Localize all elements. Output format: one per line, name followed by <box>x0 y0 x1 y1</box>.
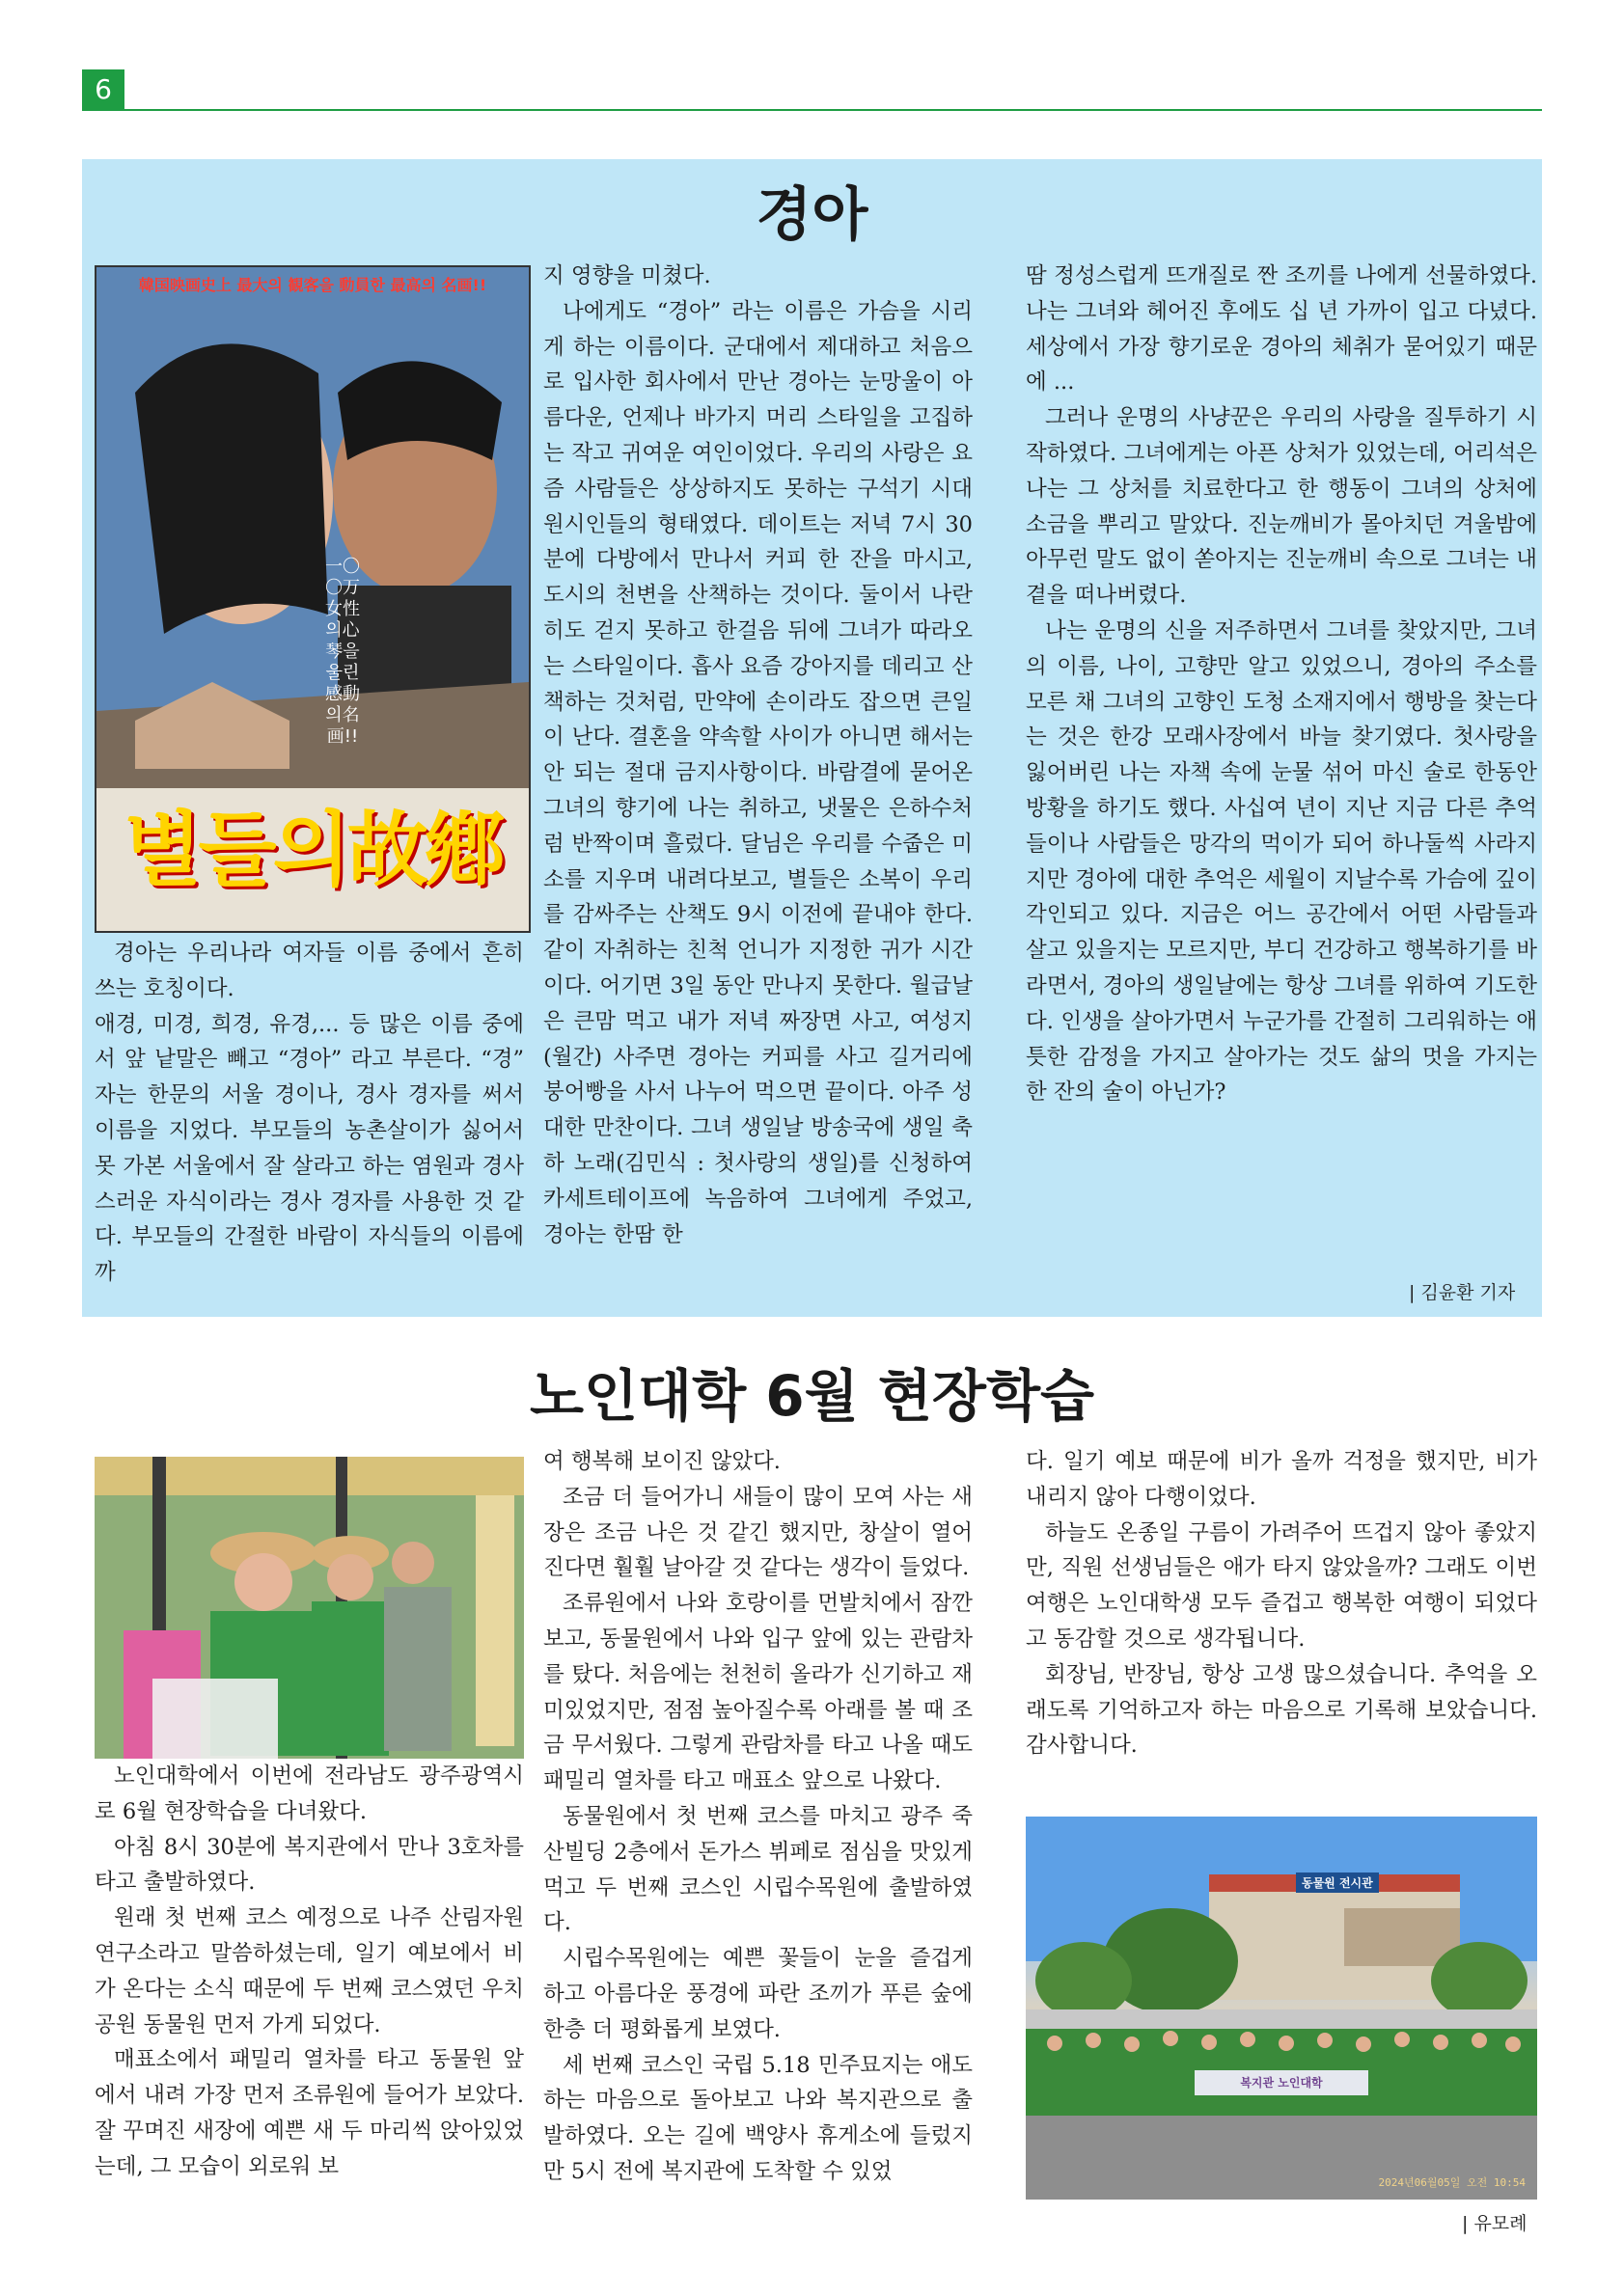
article2-column-2 <box>543 1444 973 2190</box>
header-rule <box>82 109 1542 111</box>
paragraph: 여 행복해 보이진 않았다. <box>543 1449 781 1474</box>
paragraph: 그러나 운명의 사냥꾼은 우리의 사랑을 질투하기 시작하였다. 그녀에게는 아픈 상처가 있었는데, 어리석은 나는 그 상처를 치료한다고 한 행동이 그녀의 상처에 소금을 뿌리고 말았다. 진눈깨비가 몰아치던 겨울밤에 아무런 말도 없이 쏟아지는 진눈깨비 속으로 그녀는 내 곁을 떠나버렸다. <box>1026 405 1537 609</box>
paragraph: 회장님, 반장님, 항상 고생 많으셨습니다. 추억을 오래도록 기억하고자 하는 마음으로 기록해 보았습니다. 감사합니다. <box>1026 1661 1537 1759</box>
paragraph: 시립수목원에는 예쁜 꽃들이 눈을 즐겁게 하고 아름다운 풍경에 파란 조끼가 푸른 숲에 한층 더 평화롭게 보였다. <box>543 1946 973 2042</box>
article2-column-3 <box>1026 1444 1537 1763</box>
paragraph: 경아는 우리나라 여자들 이름 중에서 흔히 쓰는 호칭이다. <box>95 941 524 1001</box>
field-trip-photo-train <box>95 1457 524 1759</box>
paragraph: 아침 8시 30분에 복지관에서 만나 3호차를 타고 출발하였다. <box>95 1834 524 1896</box>
article1-column-2 <box>543 259 973 1252</box>
photo-art <box>95 1457 524 1759</box>
paragraph: 조류원에서 나와 호랑이를 먼발치에서 잠깐 보고, 동물원에서 나와 입구 앞에 있는 관람차를 탔다. 처음에는 천천히 올라가 신기하고 재미있었지만, 점점 높아질수록 아래를 볼 때 조금 무서웠다. 그렇게 관람차를 타고 나올 때도 패밀리 열차를 타고 매표소 앞으로 나왔다. <box>543 1591 973 1794</box>
paragraph: 노인대학에서 이번에 전라남도 광주광역시로 6월 현장학습을 다녀왔다. <box>95 1763 524 1824</box>
photo-art <box>1026 1817 1537 2200</box>
paragraph: 하늘도 온종일 구름이 가려주어 뜨겁지 않아 좋았지만, 직원 선생님들은 애가 타지 않았을까? 그래도 이번 여행은 노인대학생 모두 즐겁고 행복한 여행이 되었다고 동감할 것으로 생각됩니다. <box>1026 1519 1537 1652</box>
paragraph: 세 번째 코스인 국립 5.18 민주묘지는 애도하는 마음으로 돌아보고 나와 복지관으로 출발하였다. 오는 길에 백양사 휴게소에 들렀지만 5시 전에 복지관에 도착할 수 있었 <box>543 2052 973 2184</box>
paragraph: 나에게도 “경아” 라는 이름은 가슴을 시리게 하는 이름이다. 군대에서 제대하고 처음으로 입사한 회사에서 만난 경아는 눈망울이 아름다운, 언제나 바가지 머리 스타일을 고집하는 작고 귀여운 여인이었다. 우리의 사랑은 요즘 사람들은 상상하지도 못하는 구석기 시대 원시인들의 형태였다. 데이트는 저녁 7시 30분에 다방에서 만나서 커피 한 잔을 마시고, 도시의 천변을 산책하는 것이다. 둘이서 나란히도 걷지 못하고 한걸음 뒤에 그녀가 따라오는 스타일이다. 흡사 요즘 강아지를 데리고 산책하는 것처럼, 만약에 손이라도 잡으면 큰일이 난다. 결혼을 약속할 사이가 아니면 해서는 안 되는 절대 금지사항이다. 바람결에 묻어온 그녀의 향기에 나는 취하고, 냇물은 은하수처럼 반짝이며 흘렀다. 달님은 우리를 수줍은 미소를 지우며 내려다보고, 별들은 소복이 우리를 감싸주는 산책도 9시 이전에 끝내야 한다. 같이 자취하는 친척 언니가 지정한 귀가 시간이다. 어기면 3일 동안 만나지 못한다. 월급날은 큰맘 먹고 내가 저녁 짜장면 사고, 여성지(월간) 사주면 경아는 커피를 사고 길거리에 붕어빵을 사서 나누어 먹으면 끝이다. 아주 성대한 만찬이다. 그녀 생일날 방송국에 생일 축하 노래(김민식 : 첫사랑의 생일)를 신청하여 카세트테이프에 녹음하여 그녀에게 주었고, 경아는 한땀 한 <box>543 298 973 1247</box>
paragraph: 땀 정성스럽게 뜨개질로 짠 조끼를 나에게 선물하였다. 나는 그녀와 헤어진 후에도 십 년 가까이 입고 다녔다. 세상에서 가장 향기로운 경아의 체취가 묻어있기 때문에 ... <box>1026 263 1537 396</box>
paragraph: 지 영향을 미쳤다. <box>543 263 711 288</box>
photo-timestamp: 2024년06월05일 오전 10:54 <box>1378 2176 1526 2189</box>
paragraph: 다. 일기 예보 때문에 비가 올까 걱정을 했지만, 비가 내리지 않아 다행이었다. <box>1026 1449 1537 1510</box>
building-sign: 동물원 전시관 <box>1296 1872 1379 1893</box>
group-banner: 복지관 노인대학 <box>1195 2070 1368 2095</box>
paragraph: 매표소에서 패밀리 열차를 타고 동물원 앞에서 내려 가장 먼저 조류원에 들어가 보았다. 잘 꾸며진 새장에 예쁜 새 두 마리씩 앉아있었는데, 그 모습이 외로워 보 <box>95 2047 524 2179</box>
poster-title: 별들의故鄕 <box>124 802 502 897</box>
article-title: 경아 <box>756 181 868 249</box>
paragraph: 애경, 미경, 희경, 유경,... 등 많은 이름 중에서 앞 낱말은 빼고 “경아” 라고 부른다. “경” 자는 한문의 서울 경이나, 경사 경자를 써서 이름을 지었다. 부모들의 농촌살이가 싫어서 못 가본 서울에서 잘 살라고 하는 염원과 경사스러운 자식이라는 경사 경자를 사용한 것 같다. 부모들의 간절한 바람이 자식들의 이름에까 <box>95 1011 524 1286</box>
article2-column-1 <box>95 1759 524 2185</box>
poster-tagline: 韓国映画史上 最大의 観客을 動員한 最高의 名画!! <box>138 276 487 294</box>
paragraph: 조금 더 들어가니 새들이 많이 모여 사는 새장은 조금 나은 것 같긴 했지만, 창살이 열어진다면 훨훨 날아갈 것 같다는 생각이 들었다. <box>543 1484 973 1581</box>
article2-byline: | 유모례 <box>1462 2213 1528 2234</box>
page-number: 6 <box>82 69 124 110</box>
article1-column-1 <box>95 936 524 1291</box>
movie-poster <box>95 265 531 933</box>
article1-column-3 <box>1026 259 1537 1110</box>
paragraph: 동물원에서 첫 번째 코스를 마치고 광주 죽산빌딩 2층에서 돈가스 뷔페로 점심을 맛있게 먹고 두 번째 코스인 시립수목원에 출발하였다. <box>543 1803 973 1936</box>
poster-side-text: 一〇〇万女性의心琴을울린感動의名画!! <box>325 557 360 747</box>
paragraph: 나는 운명의 신을 저주하면서 그녀를 찾았지만, 그녀의 이름, 나이, 고향만 알고 있었으니, 경아의 주소를 모른 채 그녀의 고향인 도청 소재지에서 행방을 찾는다는 것은 한강 모래사장에서 바늘 찾기였다. 첫사랑을 잃어버린 나는 자책 속에 눈물 섞어 마신 술로 한동안 방황을 하기도 했다. 사십여 년이 지난 지금 다른 추억들이나 사람들은 망각의 먹이가 되어 하나둘씩 사라지지만 경아에 대한 추억은 세월이 지날수록 가슴에 깊이 각인되고 있다. 지금은 어느 공간에서 어떤 사람들과 살고 있을지는 모르지만, 부디 건강하고 행복하기를 바라면서, 경아의 생일날에는 항상 그녀를 위하여 기도한다. 인생을 살아가면서 누군가를 간절히 그리워하는 애틋한 감정을 가지고 살아가는 것도 삶의 멋을 가지는 한 잔의 술이 아닌가? <box>1026 617 1537 1106</box>
article1-byline: | 김윤환 기자 <box>1409 1282 1516 1303</box>
article-title: 노인대학 6월 현장학습 <box>530 1363 1094 1429</box>
field-trip-group-photo <box>1026 1817 1537 2200</box>
paragraph: 원래 첫 번째 코스 예정으로 나주 산림자원연구소라고 말씀하셨는데, 일기 예보에서 비가 온다는 소식 때문에 두 번째 코스였던 우치공원 동물원 먼저 가게 되었다. <box>95 1905 524 2037</box>
